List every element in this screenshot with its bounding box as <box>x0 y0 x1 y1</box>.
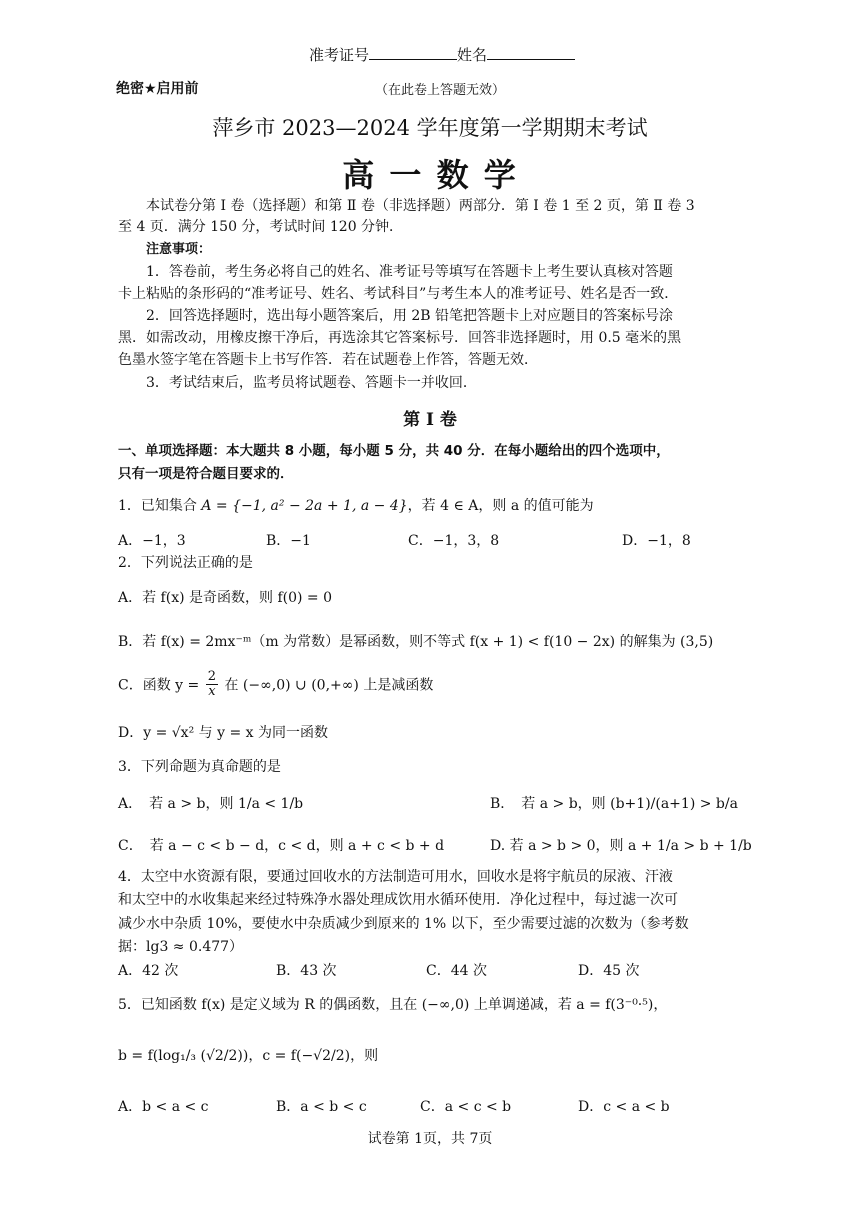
exam-id-blank <box>369 45 457 60</box>
exam-id-label: 准考证号 <box>309 46 370 64</box>
q5-line-1: 5．已知函数 f(x) 是定义域为 R 的偶函数，且在 (−∞,0) 上单调递减，若 a = f(3⁻⁰·⁵)， <box>118 997 668 1013</box>
q1-stem-a: 1．已知集合 <box>118 498 197 514</box>
q4-line-1: 4．太空中水资源有限，要通过回收水的方法制造可用水，回收水是将宇航员的尿液、汗液 <box>118 869 673 885</box>
name-label: 姓名 <box>457 46 488 64</box>
q5-option-d: D．c < a < b <box>578 1099 670 1115</box>
q5-option-c: C．a < c < b <box>420 1099 512 1115</box>
intro-line-1: 本试卷分第 Ⅰ 卷（选择题）和第 Ⅱ 卷（非选择题）两部分．第 Ⅰ 卷 1 至 2 页，第 Ⅱ 卷 3 <box>146 198 695 214</box>
q2-fraction <box>206 670 218 699</box>
note-3: 3．考试结束后，监考员将试题卷、答题卡一并收回． <box>146 375 477 391</box>
section-heading-1: 一、单项选择题：本大题共 8 小题，每小题 5 分，共 40 分．在每小题给出的四个选项中， <box>118 443 670 459</box>
q3-option-d: D. 若 a > b > 0，则 a + 1/a > b + 1/b <box>490 838 752 854</box>
intro-line-2: 至 4 页．满分 150 分，考试时间 120 分钟． <box>118 219 404 235</box>
q5-option-a: A．b < a < c <box>118 1099 209 1115</box>
q4-option-d: D．45 次 <box>578 963 640 979</box>
q4-line-2: 和太空中的水收集起来经过特殊净水器处理成饮用水循环使用．净化过程中，每过滤一次可 <box>118 892 678 908</box>
name-blank <box>487 45 575 60</box>
q5-option-b: B．a < b < c <box>276 1099 367 1115</box>
q4-line-4: 据：lg3 ≈ 0.477） <box>118 939 244 955</box>
q4-line-3: 减少水中杂质 10%，要使水中杂质减少到原来的 1% 以下，至少需要过滤的次数为（参考数 <box>118 916 689 932</box>
q2-fraction-num: 2 <box>207 669 216 684</box>
note-2c: 色墨水签字笔在答题卡上书写作答．若在试题卷上作答，答题无效． <box>118 352 538 368</box>
q4-option-a: A．42 次 <box>118 963 179 979</box>
subject-title: 高 一 数 学 <box>342 156 518 194</box>
q2-option-b: B．若 f(x) = 2mx⁻ᵐ（m 为常数）是幂函数，则不等式 f(x + 1) < f(10 − 2x) 的解集为 (3,5) <box>118 634 714 650</box>
q1-set-expression: A = {−1, a² − 2a + 1, a − 4} <box>201 498 408 514</box>
q1-stem-b: ，若 4 ∈ A，则 a 的值可能为 <box>407 498 594 514</box>
page-footer: 试卷第 1页，共 7页 <box>367 1131 493 1147</box>
q4-option-b: B．43 次 <box>276 963 337 979</box>
q1-option-d: D．−1，8 <box>622 533 691 549</box>
note-2b: 黑．如需改动，用橡皮擦干净后，再选涂其它答案标号．回答非选择题时，用 0.5 毫米的黑 <box>118 330 682 346</box>
q1-option-b: B．−1 <box>266 533 311 549</box>
note-1b: 卡上粘贴的条形码的“准考证号、姓名、考试科目”与考生本人的准考证号、姓名是否一致． <box>118 286 679 302</box>
q1-stem <box>118 495 594 515</box>
q2-option-a: A．若 f(x) 是奇函数，则 f(0) = 0 <box>118 590 333 606</box>
note-1a: 1．答卷前，考生务必将自己的姓名、准考证号等填写在答题卡上考生要认真核对答题 <box>146 264 673 280</box>
q5-line-2: b = f(log₁/₃ (√2/2))，c = f(−√2/2)，则 <box>118 1048 379 1064</box>
q3-option-b: B． 若 a > b，则 (b+1)/(a+1) > b/a <box>490 796 738 812</box>
invalid-note: （在此卷上答题无效） <box>375 83 506 98</box>
q2-option-c-prefix: C．函数 y = <box>118 677 200 694</box>
note-2a: 2．回答选择题时，选出每小题答案后，用 2B 铅笔把答题卡上对应题目的答案标号涂 <box>146 308 674 324</box>
q3-option-c: C． 若 a − c < b − d，c < d，则 a + c < b + d <box>118 838 445 854</box>
section-heading-2: 只有一项是符合题目要求的． <box>118 466 294 482</box>
q2-fraction-den: x <box>208 684 216 699</box>
q2-stem: 2．下列说法正确的是 <box>118 555 253 571</box>
q3-option-a: A． 若 a > b，则 1/a < 1/b <box>118 796 304 812</box>
notes-title: 注意事项： <box>146 242 212 257</box>
q2-option-c-suffix: 在 (−∞,0) ∪ (0,+∞) 上是减函数 <box>224 677 434 694</box>
q1-option-a: A．−1，3 <box>118 533 186 549</box>
q2-option-c <box>118 670 433 702</box>
q3-stem: 3．下列命题为真命题的是 <box>118 759 281 775</box>
secret-label: 绝密★启用前 <box>116 81 199 97</box>
q2-option-d: D．y = √x² 与 y = x 为同一函数 <box>118 725 328 741</box>
section-title: 第 Ⅰ 卷 <box>403 410 457 430</box>
q4-option-c: C．44 次 <box>426 963 487 979</box>
exam-title: 萍乡市 2023—2024 学年度第一学期期末考试 <box>212 116 648 140</box>
exam-header-fields <box>309 44 575 65</box>
q1-option-c: C．−1，3，8 <box>408 533 500 549</box>
